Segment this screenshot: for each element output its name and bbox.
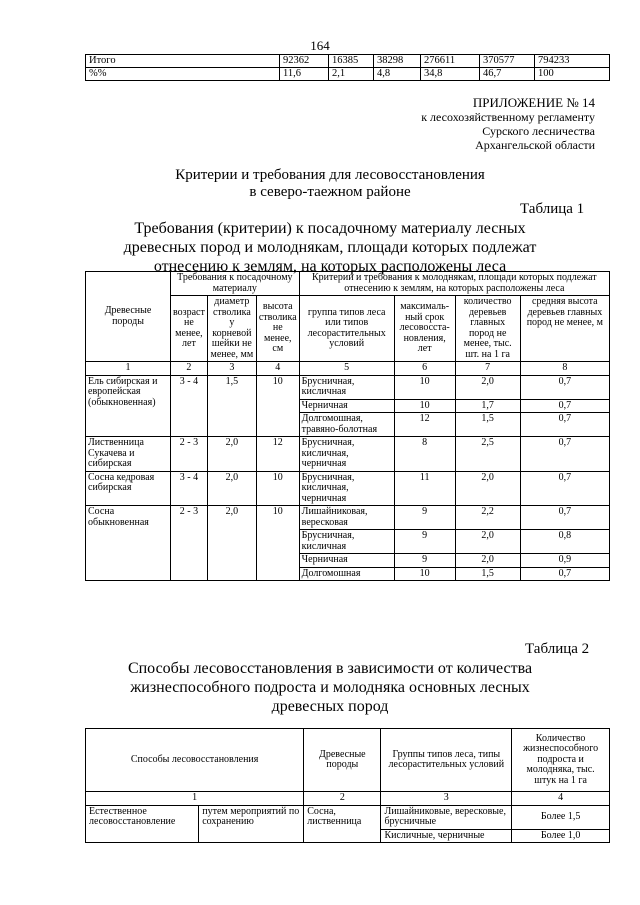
col-groups: Группы типов леса, типы лесорастительных условий <box>381 729 512 792</box>
count-cell: 1,7 <box>455 399 520 413</box>
col-number: 3 <box>381 792 512 806</box>
col-number: 1 <box>86 792 304 806</box>
caption-line: древесных пород <box>271 698 389 715</box>
appendix-block <box>300 96 595 152</box>
diameter-cell: 2,0 <box>207 506 256 581</box>
term-cell: 10 <box>394 567 455 581</box>
caption-line: жизнеспособного подроста и молодняка основных лесных <box>130 679 530 696</box>
count-cell: 2,0 <box>455 375 520 399</box>
age-cell: 3 - 4 <box>171 375 208 437</box>
col-number: 2 <box>304 792 381 806</box>
quantity-cell: Более 1,0 <box>512 829 610 843</box>
col-count: количество деревьев главных пород не менее, тыс. шт. на 1 га <box>455 296 520 362</box>
avg-height-cell: 0,7 <box>520 375 609 399</box>
count-cell: 1,5 <box>455 567 520 581</box>
avg-height-cell: 0,7 <box>520 567 609 581</box>
term-cell: 8 <box>394 437 455 472</box>
summary-cell: 2,1 <box>329 68 374 81</box>
col-group-young: Критерии и требования к молоднякам, площади которых подлежат отнесению к землям, на которых расположены леса <box>299 272 609 296</box>
appendix-line: к лесохозяйственному регламенту <box>421 110 595 124</box>
height-cell: 10 <box>256 375 299 437</box>
summary-cell: 370577 <box>480 55 535 68</box>
col-age: возраст не менее, лет <box>171 296 208 362</box>
species-cell: Сосна кедровая сибирская <box>86 471 171 506</box>
table-number-row <box>86 792 610 806</box>
table2-label: Таблица 2 <box>525 641 590 657</box>
term-cell: 11 <box>394 471 455 506</box>
quantity-cell: Более 1,5 <box>512 805 610 829</box>
col-number: 7 <box>455 362 520 376</box>
forest-type-cell: Брусничная, кисличная, черничная <box>299 471 394 506</box>
summary-cell: 11,6 <box>280 68 329 81</box>
appendix-line: Сурского лесничества <box>482 124 595 138</box>
forest-type-cell: Долгомошная <box>299 567 394 581</box>
term-cell: 12 <box>394 413 455 437</box>
diameter-cell: 1,5 <box>207 375 256 437</box>
section-title <box>60 167 600 201</box>
method-detail-cell: путем мероприятий по сохранению <box>199 805 304 843</box>
method-cell: Естественное лесовосстановление <box>86 805 199 843</box>
summary-cell: 92362 <box>280 55 329 68</box>
col-number: 6 <box>394 362 455 376</box>
appendix-line: Архангельской области <box>475 138 595 152</box>
avg-height-cell: 0,9 <box>520 554 609 568</box>
caption-line: древесных пород и молоднякам, площади которых подлежат <box>123 239 537 256</box>
table-header-row <box>86 272 610 296</box>
table1-caption <box>60 219 600 276</box>
group-cell: Кисличные, черничные <box>381 829 512 843</box>
count-cell: 2,0 <box>455 530 520 554</box>
summary-cell: 4,8 <box>374 68 421 81</box>
col-number: 4 <box>512 792 610 806</box>
col-avg-height: средняя высота деревьев главных пород не менее, м <box>520 296 609 362</box>
summary-label: Итого <box>86 55 280 68</box>
caption-line: Способы лесовосстановления в зависимости от количества <box>127 660 533 677</box>
term-cell: 10 <box>394 399 455 413</box>
height-cell: 10 <box>256 471 299 506</box>
col-number: 8 <box>520 362 609 376</box>
term-cell: 9 <box>394 530 455 554</box>
table-row <box>86 375 610 399</box>
table-row <box>86 805 610 829</box>
avg-height-cell: 0,8 <box>520 530 609 554</box>
age-cell: 2 - 3 <box>171 506 208 581</box>
age-cell: 2 - 3 <box>171 437 208 472</box>
avg-height-cell: 0,7 <box>520 506 609 530</box>
col-species: Древесные породы <box>86 272 171 362</box>
count-cell: 2,5 <box>455 437 520 472</box>
summary-table <box>85 54 610 81</box>
summary-cell: 46,7 <box>480 68 535 81</box>
forest-type-cell: Черничная <box>299 399 394 413</box>
col-number: 4 <box>256 362 299 376</box>
height-cell: 10 <box>256 506 299 581</box>
species-cell: Ель сибирская и европейская (обыкновенная) <box>86 375 171 437</box>
col-diameter: диаметр стволика у корневой шейки не менее, мм <box>207 296 256 362</box>
avg-height-cell: 0,7 <box>520 399 609 413</box>
col-max-term: максималь-ный срок лесовосста-новления, лет <box>394 296 455 362</box>
age-cell: 3 - 4 <box>171 471 208 506</box>
forest-type-cell: Брусничная, кисличная <box>299 530 394 554</box>
table-row <box>86 55 610 68</box>
term-cell: 10 <box>394 375 455 399</box>
col-group-planting: Требования к посадочному материалу <box>171 272 300 296</box>
table2 <box>85 728 610 843</box>
summary-cell: 794233 <box>535 55 610 68</box>
forest-type-cell: Черничная <box>299 554 394 568</box>
forest-type-cell: Долгомошная, травяно-болотная <box>299 413 394 437</box>
avg-height-cell: 0,7 <box>520 471 609 506</box>
table-row <box>86 68 610 81</box>
col-species: Древесные породы <box>304 729 381 792</box>
table-row <box>86 506 610 530</box>
group-cell: Лишайниковые, вересковые, брусничные <box>381 805 512 829</box>
page-number: 164 <box>310 38 330 53</box>
forest-type-cell: Лишайниковая, вересковая <box>299 506 394 530</box>
appendix-title: ПРИЛОЖЕНИЕ № 14 <box>472 95 595 110</box>
diameter-cell: 2,0 <box>207 471 256 506</box>
count-cell: 2,2 <box>455 506 520 530</box>
summary-cell: 276611 <box>421 55 480 68</box>
summary-cell: 16385 <box>329 55 374 68</box>
caption-line: отнесению к землям, на которых расположены леса <box>153 258 507 275</box>
table-number-row <box>86 362 610 376</box>
height-cell: 12 <box>256 437 299 472</box>
table2-caption <box>60 659 600 716</box>
col-methods: Способы лесовосстановления <box>86 729 304 792</box>
col-number: 2 <box>171 362 208 376</box>
avg-height-cell: 0,7 <box>520 413 609 437</box>
col-forest-type: группа типов леса или типов лесорастительных условий <box>299 296 394 362</box>
forest-type-cell: Брусничная, кисличная <box>299 375 394 399</box>
forest-type-cell: Брусничная, кисличная, черничная <box>299 437 394 472</box>
table-row <box>86 437 610 472</box>
caption-line: Требования (критерии) к посадочному материалу лесных <box>134 220 526 237</box>
col-quantity: Количество жизнеспособного подроста и молодняка, тыс. штук на 1 га <box>512 729 610 792</box>
col-height: высота стволика не менее, см <box>256 296 299 362</box>
section-title-line: в северо-таежном районе <box>249 184 411 200</box>
summary-cell: 34,8 <box>421 68 480 81</box>
col-number: 1 <box>86 362 171 376</box>
summary-cell: 38298 <box>374 55 421 68</box>
table-header-row <box>86 729 610 792</box>
species-cell: Лиственница Сукачева и сибирская <box>86 437 171 472</box>
table1 <box>85 271 610 581</box>
count-cell: 1,5 <box>455 413 520 437</box>
section-title-line: Критерии и требования для лесовосстановления <box>175 167 485 183</box>
diameter-cell: 2,0 <box>207 437 256 472</box>
summary-cell: 100 <box>535 68 610 81</box>
table-row <box>86 471 610 506</box>
species-cell: Сосна, лиственница <box>304 805 381 843</box>
count-cell: 2,0 <box>455 471 520 506</box>
avg-height-cell: 0,7 <box>520 437 609 472</box>
term-cell: 9 <box>394 554 455 568</box>
species-cell: Сосна обыкновенная <box>86 506 171 581</box>
term-cell: 9 <box>394 506 455 530</box>
col-number: 3 <box>207 362 256 376</box>
count-cell: 2,0 <box>455 554 520 568</box>
table1-label: Таблица 1 <box>520 201 585 217</box>
col-number: 5 <box>299 362 394 376</box>
summary-label: %% <box>86 68 280 81</box>
